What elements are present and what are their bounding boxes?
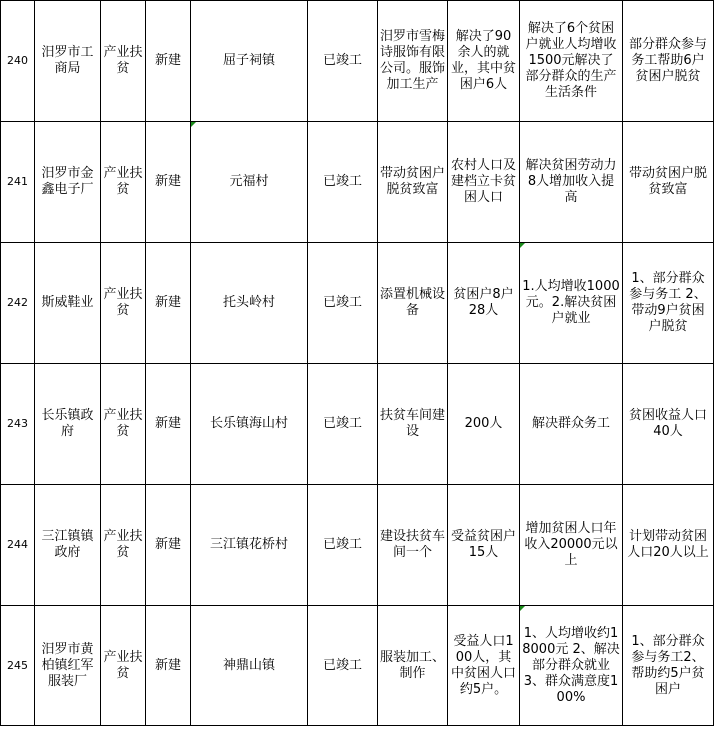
content-cell: 汨罗市雪梅诗服饰有限公司。服饰加工生产 <box>378 1 448 122</box>
place-cell: 元福村 <box>191 122 308 243</box>
scale-cell: 农村人口及建档立卡贫困人口 <box>448 122 520 243</box>
row-number: 242 <box>1 243 35 364</box>
mechanism-cell: 1、部分群众参与务工 2、带动9户贫困户脱贫 <box>623 243 714 364</box>
unit-cell: 长乐镇政府 <box>35 364 101 485</box>
content-cell: 建设扶贫车间一个 <box>378 485 448 606</box>
type-cell: 产业扶贫 <box>101 364 146 485</box>
row-number: 241 <box>1 122 35 243</box>
status-cell: 新建 <box>146 1 191 122</box>
mechanism-cell: 计划带动贫困人口20人以上 <box>623 485 714 606</box>
mechanism-cell: 贫困收益人口40人 <box>623 364 714 485</box>
table-row <box>1 364 714 485</box>
status-cell: 新建 <box>146 606 191 726</box>
scale-cell: 解决了90余人的就业，其中贫困户6人 <box>448 1 520 122</box>
row-number: 244 <box>1 485 35 606</box>
row-number: 243 <box>1 364 35 485</box>
content-cell: 添置机械设备 <box>378 243 448 364</box>
benefit-cell: 解决群众务工 <box>520 364 623 485</box>
benefit-cell: 解决贫困劳动力8人增加收入提高 <box>520 122 623 243</box>
place-cell: 长乐镇海山村 <box>191 364 308 485</box>
unit-cell: 汨罗市金鑫电子厂 <box>35 122 101 243</box>
place-cell: 神鼎山镇 <box>191 606 308 726</box>
benefit-cell: 增加贫困人口年收入20000元以上 <box>520 485 623 606</box>
mechanism-cell: 部分群众参与务工帮助6户贫困户脱贫 <box>623 1 714 122</box>
mechanism-cell: 带动贫困户脱贫致富 <box>623 122 714 243</box>
unit-cell: 汨罗市黄柏镇红军服装厂 <box>35 606 101 726</box>
type-cell: 产业扶贫 <box>101 485 146 606</box>
status-cell: 新建 <box>146 243 191 364</box>
place-cell: 三江镇花桥村 <box>191 485 308 606</box>
benefit-cell: 1.人均增收1000元。2.解决贫困户就业 <box>520 243 623 364</box>
progress-cell: 已竣工 <box>308 485 378 606</box>
place-cell: 托头岭村 <box>191 243 308 364</box>
type-cell: 产业扶贫 <box>101 1 146 122</box>
scale-cell: 受益人口100人，其中贫困人口约5户。 <box>448 606 520 726</box>
unit-cell: 汨罗市工商局 <box>35 1 101 122</box>
table-row <box>1 243 714 364</box>
progress-cell: 已竣工 <box>308 364 378 485</box>
benefit-cell: 1、人均增收约18000元 2、解决部分群众就业 3、群众满意度100% <box>520 606 623 726</box>
progress-cell: 已竣工 <box>308 122 378 243</box>
unit-cell: 三江镇镇政府 <box>35 485 101 606</box>
progress-cell: 已竣工 <box>308 606 378 726</box>
content-cell: 服装加工、制作 <box>378 606 448 726</box>
table-row <box>1 606 714 726</box>
type-cell: 产业扶贫 <box>101 606 146 726</box>
progress-cell: 已竣工 <box>308 1 378 122</box>
status-cell: 新建 <box>146 485 191 606</box>
status-cell: 新建 <box>146 122 191 243</box>
place-cell: 屈子祠镇 <box>191 1 308 122</box>
scale-cell: 200人 <box>448 364 520 485</box>
table-row <box>1 122 714 243</box>
mechanism-cell: 1、部分群众参与务工2、帮助约5户贫困户 <box>623 606 714 726</box>
status-cell: 新建 <box>146 364 191 485</box>
content-cell: 带动贫困户脱贫致富 <box>378 122 448 243</box>
unit-cell: 斯威鞋业 <box>35 243 101 364</box>
progress-cell: 已竣工 <box>308 243 378 364</box>
benefit-cell: 解决了6个贫困户就业人均增收1500元解决了部分群众的生产生活条件 <box>520 1 623 122</box>
type-cell: 产业扶贫 <box>101 243 146 364</box>
table-row <box>1 1 714 122</box>
content-cell: 扶贫车间建设 <box>378 364 448 485</box>
type-cell: 产业扶贫 <box>101 122 146 243</box>
scale-cell: 贫困户8户28人 <box>448 243 520 364</box>
scale-cell: 受益贫困户15人 <box>448 485 520 606</box>
row-number: 240 <box>1 1 35 122</box>
table-row <box>1 485 714 606</box>
row-number: 245 <box>1 606 35 726</box>
